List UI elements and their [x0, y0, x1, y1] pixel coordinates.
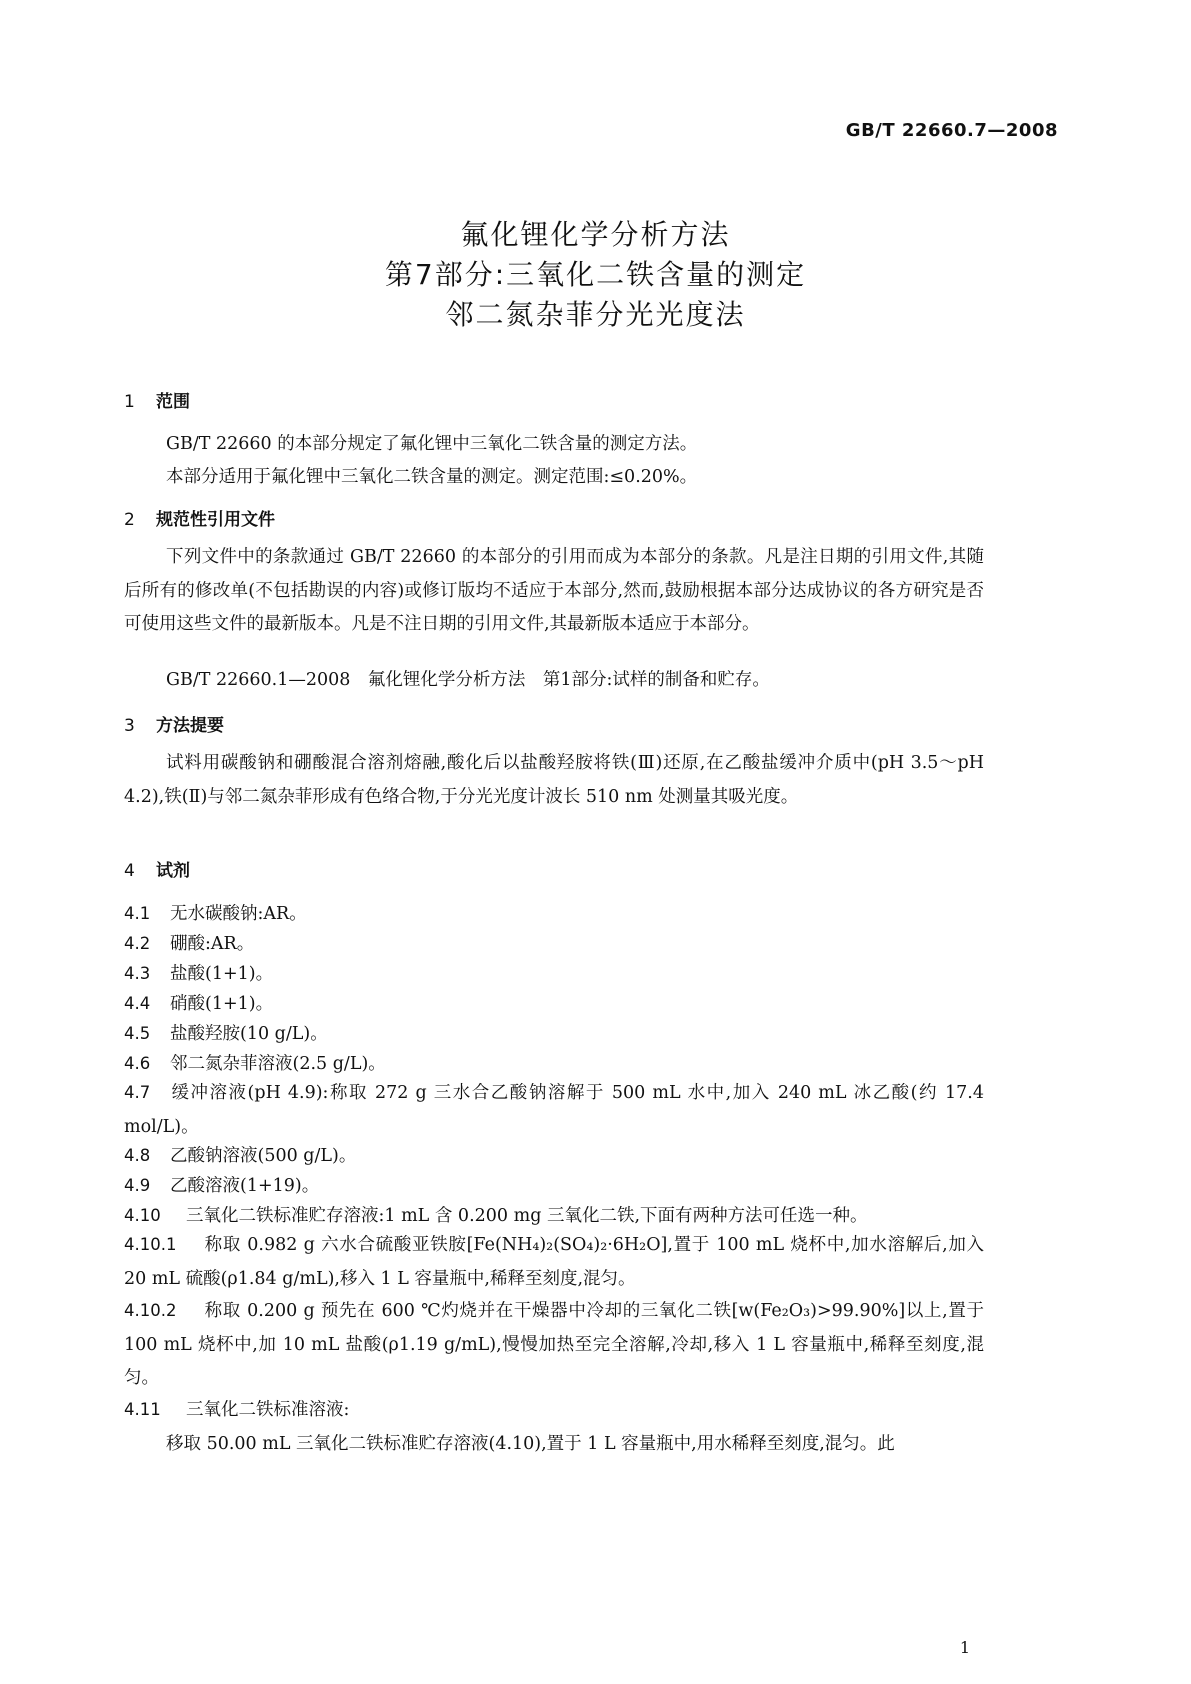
- title-line-1: 氟化锂化学分析方法: [460, 218, 731, 251]
- item-number: 4.10.2: [124, 1301, 177, 1320]
- reagent-item: [124, 990, 273, 1015]
- reagent-item: [124, 1142, 356, 1167]
- item-text: 硝酸(1+1)。: [170, 994, 274, 1014]
- item-text: 邻二氮杂菲溶液(2.5 g/L)。: [170, 1054, 386, 1074]
- section-4-heading: [124, 856, 190, 881]
- item-number: 4.11: [124, 1400, 161, 1419]
- reagent-item: [124, 930, 254, 955]
- item-number: 4.5: [124, 1024, 151, 1043]
- title-line-2: 第7部分:三氧化二铁含量的测定: [384, 258, 807, 291]
- item-number: 4.10: [124, 1206, 161, 1225]
- paragraph: 本部分适用于氟化锂中三氧化二铁含量的测定。测定范围:≤0.20%。: [166, 467, 698, 487]
- item-number: 4.4: [124, 994, 151, 1013]
- reference-entry: GB/T 22660.1—2008 氟化锂化学分析方法 第1部分:试样的制备和贮存。: [166, 670, 770, 690]
- item-text: 缓冲溶液(pH 4.9):称取 272 g 三水合乙酸钠溶解于 500 mL 水中,加入 240 mL 冰乙酸(约 17.4 mol/L)。: [124, 1083, 984, 1137]
- item-number: 4.9: [124, 1176, 151, 1195]
- item-text: 三氧化二铁标准贮存溶液:1 mL 含 0.200 mg 三氧化二铁,下面有两种方法可任选一种。: [186, 1206, 868, 1226]
- paragraph: 移取 50.00 mL 三氧化二铁标准贮存溶液(4.10),置于 1 L 容量瓶中,用水稀释至刻度,混匀。此: [166, 1434, 895, 1454]
- reagent-item: [124, 1172, 319, 1197]
- reagent-item: [124, 1076, 984, 1144]
- item-text: 称取 0.200 g 预先在 600 ℃灼烧并在干燥器中冷却的三氧化二铁[w(Fe₂O₃)>99.90%]以上,置于 100 mL 烧杯中,加 10 mL 盐酸(ρ1.19 g/mL),慢慢加热至完全溶解,冷却,移入 1 L 容量瓶中,稀释至刻度,混匀。: [124, 1301, 984, 1388]
- paragraph: 下列文件中的条款通过 GB/T 22660 的本部分的引用而成为本部分的条款。凡是注日期的引用文件,其随后所有的修改单(不包括勘误的内容)或修订版均不适应于本部分,然而,鼓励根据本部分达成协议的各方研究是否可使用这些文件的最新版本。凡是不注日期的引用文件,其最新版本适应于本部分。: [124, 547, 984, 634]
- section-2-heading: [124, 505, 275, 530]
- section-number: 4: [124, 861, 135, 881]
- paragraph: GB/T 22660 的本部分规定了氟化锂中三氧化二铁含量的测定方法。: [166, 434, 698, 454]
- section-3-heading: [124, 711, 224, 736]
- reagent-item: [124, 1228, 984, 1296]
- reagent-item: [124, 900, 307, 925]
- title-line-3: 邻二氮杂菲分光光度法: [445, 298, 746, 331]
- reagent-item: [124, 1202, 868, 1227]
- reagent-item: [124, 1396, 349, 1421]
- section-title: 规范性引用文件: [156, 510, 275, 530]
- reagent-item: [124, 1050, 386, 1075]
- item-number: 4.10.1: [124, 1235, 177, 1254]
- reagent-item: [124, 960, 273, 985]
- item-text: 盐酸羟胺(10 g/L)。: [170, 1024, 328, 1044]
- section-title: 试剂: [156, 861, 190, 881]
- item-text: 硼酸:AR。: [170, 934, 255, 954]
- item-number: 4.8: [124, 1146, 151, 1165]
- paragraph: 试料用碳酸钠和硼酸混合溶剂熔融,酸化后以盐酸羟胺将铁(Ⅲ)还原,在乙酸盐缓冲介质中(pH 3.5～pH 4.2),铁(Ⅱ)与邻二氮杂菲形成有色络合物,于分光光度计波长 510 nm 处测量其吸光度。: [124, 753, 984, 807]
- item-number: 4.6: [124, 1054, 151, 1073]
- item-text: 盐酸(1+1)。: [170, 964, 274, 984]
- section-number: 3: [124, 716, 135, 736]
- item-number: 4.2: [124, 934, 151, 953]
- page-number: 1: [959, 1638, 970, 1657]
- reagent-item: [124, 1020, 328, 1045]
- reagent-item: [124, 1294, 984, 1396]
- item-number: 4.1: [124, 904, 151, 923]
- section-1-heading: [124, 387, 190, 412]
- item-number: 4.3: [124, 964, 151, 983]
- section-number: 2: [124, 510, 135, 530]
- section-title: 方法提要: [156, 716, 224, 736]
- standard-number: GB/T 22660.7—2008: [845, 120, 1058, 141]
- item-text: 乙酸钠溶液(500 g/L)。: [170, 1146, 357, 1166]
- item-text: 无水碳酸钠:AR。: [170, 904, 307, 924]
- item-text: 称取 0.982 g 六水合硫酸亚铁胺[Fe(NH₄)₂(SO₄)₂·6H₂O],置于 100 mL 烧杯中,加水溶解后,加入 20 mL 硫酸(ρ1.84 g/mL),移入 1 L 容量瓶中,稀释至刻度,混匀。: [124, 1235, 984, 1289]
- section-title: 范围: [156, 392, 190, 412]
- item-text: 乙酸溶液(1+19)。: [170, 1176, 320, 1196]
- item-text: 三氧化二铁标准溶液:: [186, 1400, 350, 1420]
- section-number: 1: [124, 392, 135, 412]
- item-number: 4.7: [124, 1083, 151, 1102]
